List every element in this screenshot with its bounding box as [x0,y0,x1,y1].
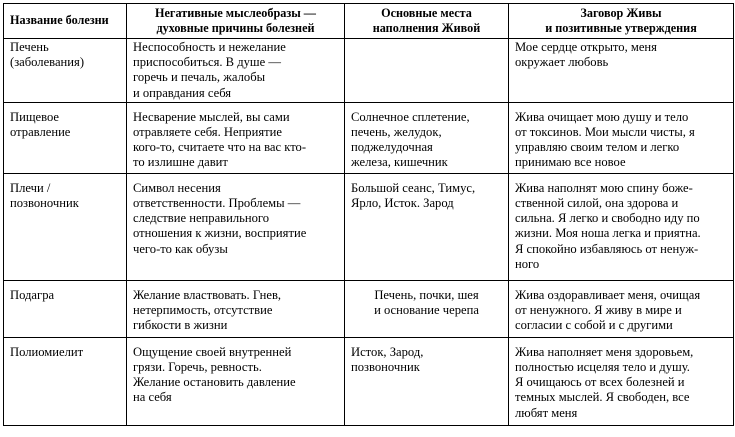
header-living-places: Основные места наполнения Живой [345,4,509,39]
cell-places: Печень, почки, шея и основание черепа [345,280,509,337]
header-affirmation: Заговор Живы и позитивные утверждения [509,4,734,39]
cell-places: Солнечное сплетение, печень, желудок, поджелудочная железа, кишечник [345,102,509,173]
header-row [4,4,734,39]
cell-places [345,39,509,103]
cell-negative: Символ несения ответственности. Проблемы — следствие неправильного отношения к жизни, восприятие чего-то как обузы [127,173,345,280]
cell-negative: Ощущение своей внутренней грязи. Горечь, ревность. Желание остановить давление на себя [127,337,345,425]
cell-negative: Желание властвовать. Гнев, нетерпимость, отсутствие гибкости в жизни [127,280,345,337]
cell-disease: Полиомиелит [4,337,127,425]
cell-affirmation: Жива очищает мою душу и тело от токсинов. Мои мысли чисты, я управляю своим телом и легко принимаю все новое [509,102,734,173]
cell-affirmation: Жива наполнят мою спину боже- ственной силой, она здорова и сильна. Я легко и свободно иду по жизни. Моя ноша легка и приятна. Я спокойно избавляюсь от ненуж- ного [509,173,734,280]
table-row [4,39,734,103]
cell-negative: Неспособность и нежелание приспособиться. В душе — горечь и печаль, жалобы и оправдания себя [127,39,345,103]
cell-places: Исток, Зарод, позвоночник [345,337,509,425]
header-negative-thoughts: Негативные мыслеобразы — духовные причины болезней [127,4,345,39]
cell-affirmation: Жива наполняет меня здоровьем, полностью исцеляя тело и душу. Я очищаюсь от всех болезней и темных мыслей. Я свободен, все любят меня [509,337,734,425]
cell-disease: Плечи / позвоночник [4,173,127,280]
cell-affirmation: Жива оздоравливает меня, очищая от ненужного. Я живу в мире и согласии с собой и с другими [509,280,734,337]
table-row [4,280,734,337]
cell-disease: Пищевое отравление [4,102,127,173]
table-row [4,337,734,425]
cell-disease: Подагра [4,280,127,337]
cell-disease: Печень (заболевания) [4,39,127,103]
table-row [4,102,734,173]
cell-places: Большой сеанс, Тимус, Ярло, Исток. Зарод [345,173,509,280]
diseases-table [3,3,734,426]
table-row [4,173,734,280]
cell-affirmation: Мое сердце открыто, меня окружает любовь [509,39,734,103]
cell-negative: Несварение мыслей, вы сами отравляете себя. Неприятие кого-то, считаете что на вас кто- то излишне давит [127,102,345,173]
header-disease: Название болезни [4,4,127,39]
